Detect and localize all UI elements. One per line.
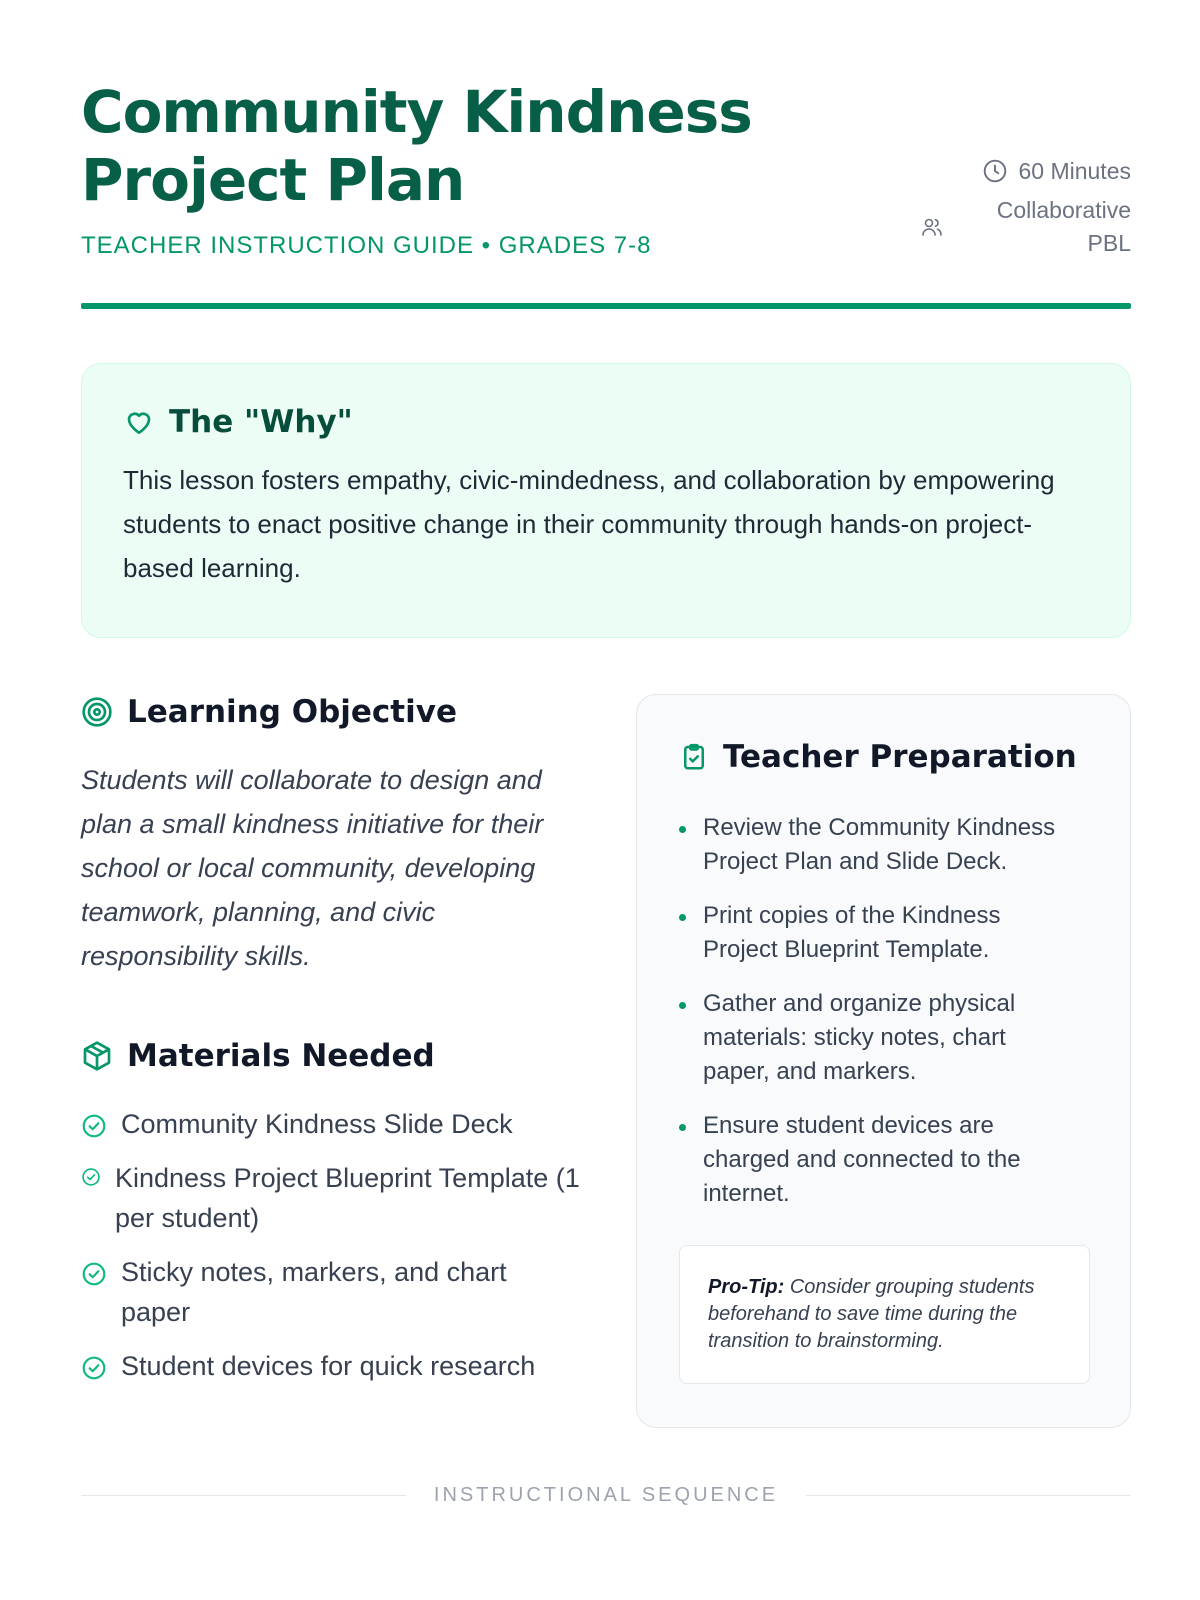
materials-heading bbox=[81, 1038, 581, 1074]
header-divider bbox=[81, 303, 1131, 309]
divider-line bbox=[806, 1495, 1131, 1496]
objective-text: Students will collaborate to design and plan a small kindness initiative for their school or local community, developing teamwork, planning, and civic responsibility skills. bbox=[81, 765, 544, 971]
objective-heading bbox=[81, 694, 581, 730]
prep-task: Ensure student devices are charged and connected to the internet. bbox=[703, 1112, 1021, 1207]
section-divider bbox=[81, 1480, 1131, 1510]
material-label: Community Kindness Slide Deck bbox=[121, 1109, 513, 1139]
prep-title: Teacher Preparation bbox=[723, 739, 1077, 775]
materials-list bbox=[81, 1104, 581, 1386]
heart-icon bbox=[123, 406, 155, 438]
material-label: Student devices for quick research bbox=[121, 1351, 536, 1381]
style-text: Collaborative PBL bbox=[996, 197, 1131, 256]
why-title: The "Why" bbox=[169, 404, 353, 440]
left-column bbox=[81, 694, 581, 1400]
why-heading bbox=[123, 404, 1090, 440]
bullet-icon bbox=[679, 1002, 686, 1009]
list-item bbox=[81, 1104, 581, 1144]
duration-text: 60 Minutes bbox=[1018, 157, 1131, 184]
clipboard-check-icon bbox=[679, 742, 709, 772]
target-icon bbox=[81, 696, 113, 728]
lesson-meta bbox=[901, 154, 1131, 260]
why-card bbox=[81, 363, 1131, 638]
list-item bbox=[81, 1158, 581, 1238]
material-label: Kindness Project Blueprint Template (1 per student) bbox=[115, 1163, 580, 1233]
pro-tip-box bbox=[679, 1245, 1090, 1384]
bullet-icon bbox=[679, 914, 686, 921]
prep-list bbox=[679, 811, 1090, 1211]
list-item bbox=[679, 987, 1090, 1089]
list-item bbox=[81, 1252, 581, 1332]
prep-task: Gather and organize physical materials: sticky notes, chart paper, and markers. bbox=[703, 990, 1016, 1085]
material-label: Sticky notes, markers, and chart paper bbox=[121, 1257, 507, 1327]
page-subtitle: TEACHER INSTRUCTION GUIDE • GRADES 7-8 bbox=[81, 232, 652, 259]
check-circle-icon bbox=[81, 1113, 107, 1139]
list-item bbox=[679, 899, 1090, 967]
divider-line bbox=[81, 1495, 406, 1496]
objective-title: Learning Objective bbox=[127, 694, 457, 730]
duration-meta bbox=[901, 154, 1131, 188]
style-meta bbox=[901, 194, 1131, 260]
prep-task: Review the Community Kindness Project Plan and Slide Deck. bbox=[703, 814, 1056, 875]
check-circle-icon bbox=[81, 1355, 107, 1381]
list-item bbox=[81, 1346, 581, 1386]
package-icon bbox=[81, 1040, 113, 1072]
bullet-icon bbox=[679, 1124, 686, 1131]
check-circle-icon bbox=[81, 1167, 101, 1187]
users-icon bbox=[920, 215, 944, 239]
pro-tip-label: Pro-Tip: bbox=[708, 1276, 785, 1298]
materials-title: Materials Needed bbox=[127, 1038, 435, 1074]
page-header bbox=[81, 0, 1131, 310]
list-item bbox=[679, 811, 1090, 879]
clock-icon bbox=[982, 158, 1008, 184]
prep-heading bbox=[679, 739, 1090, 775]
prep-task: Print copies of the Kindness Project Blueprint Template. bbox=[703, 902, 1001, 963]
page-title: Community Kindness Project Plan bbox=[81, 78, 752, 214]
teacher-prep-card bbox=[636, 694, 1131, 1428]
list-item bbox=[679, 1109, 1090, 1211]
check-circle-icon bbox=[81, 1261, 107, 1287]
section-label: INSTRUCTIONAL SEQUENCE bbox=[433, 1483, 779, 1506]
bullet-icon bbox=[679, 826, 686, 833]
lesson-plan-page bbox=[81, 0, 1131, 1506]
pro-tip-text: Consider grouping students beforehand to save time during the transition to brainstorming. bbox=[708, 1276, 1035, 1352]
why-text: This lesson fosters empathy, civic-mindedness, and collaboration by empowering students to enact positive change in their community through hands-on project-based learning. bbox=[123, 465, 1055, 583]
